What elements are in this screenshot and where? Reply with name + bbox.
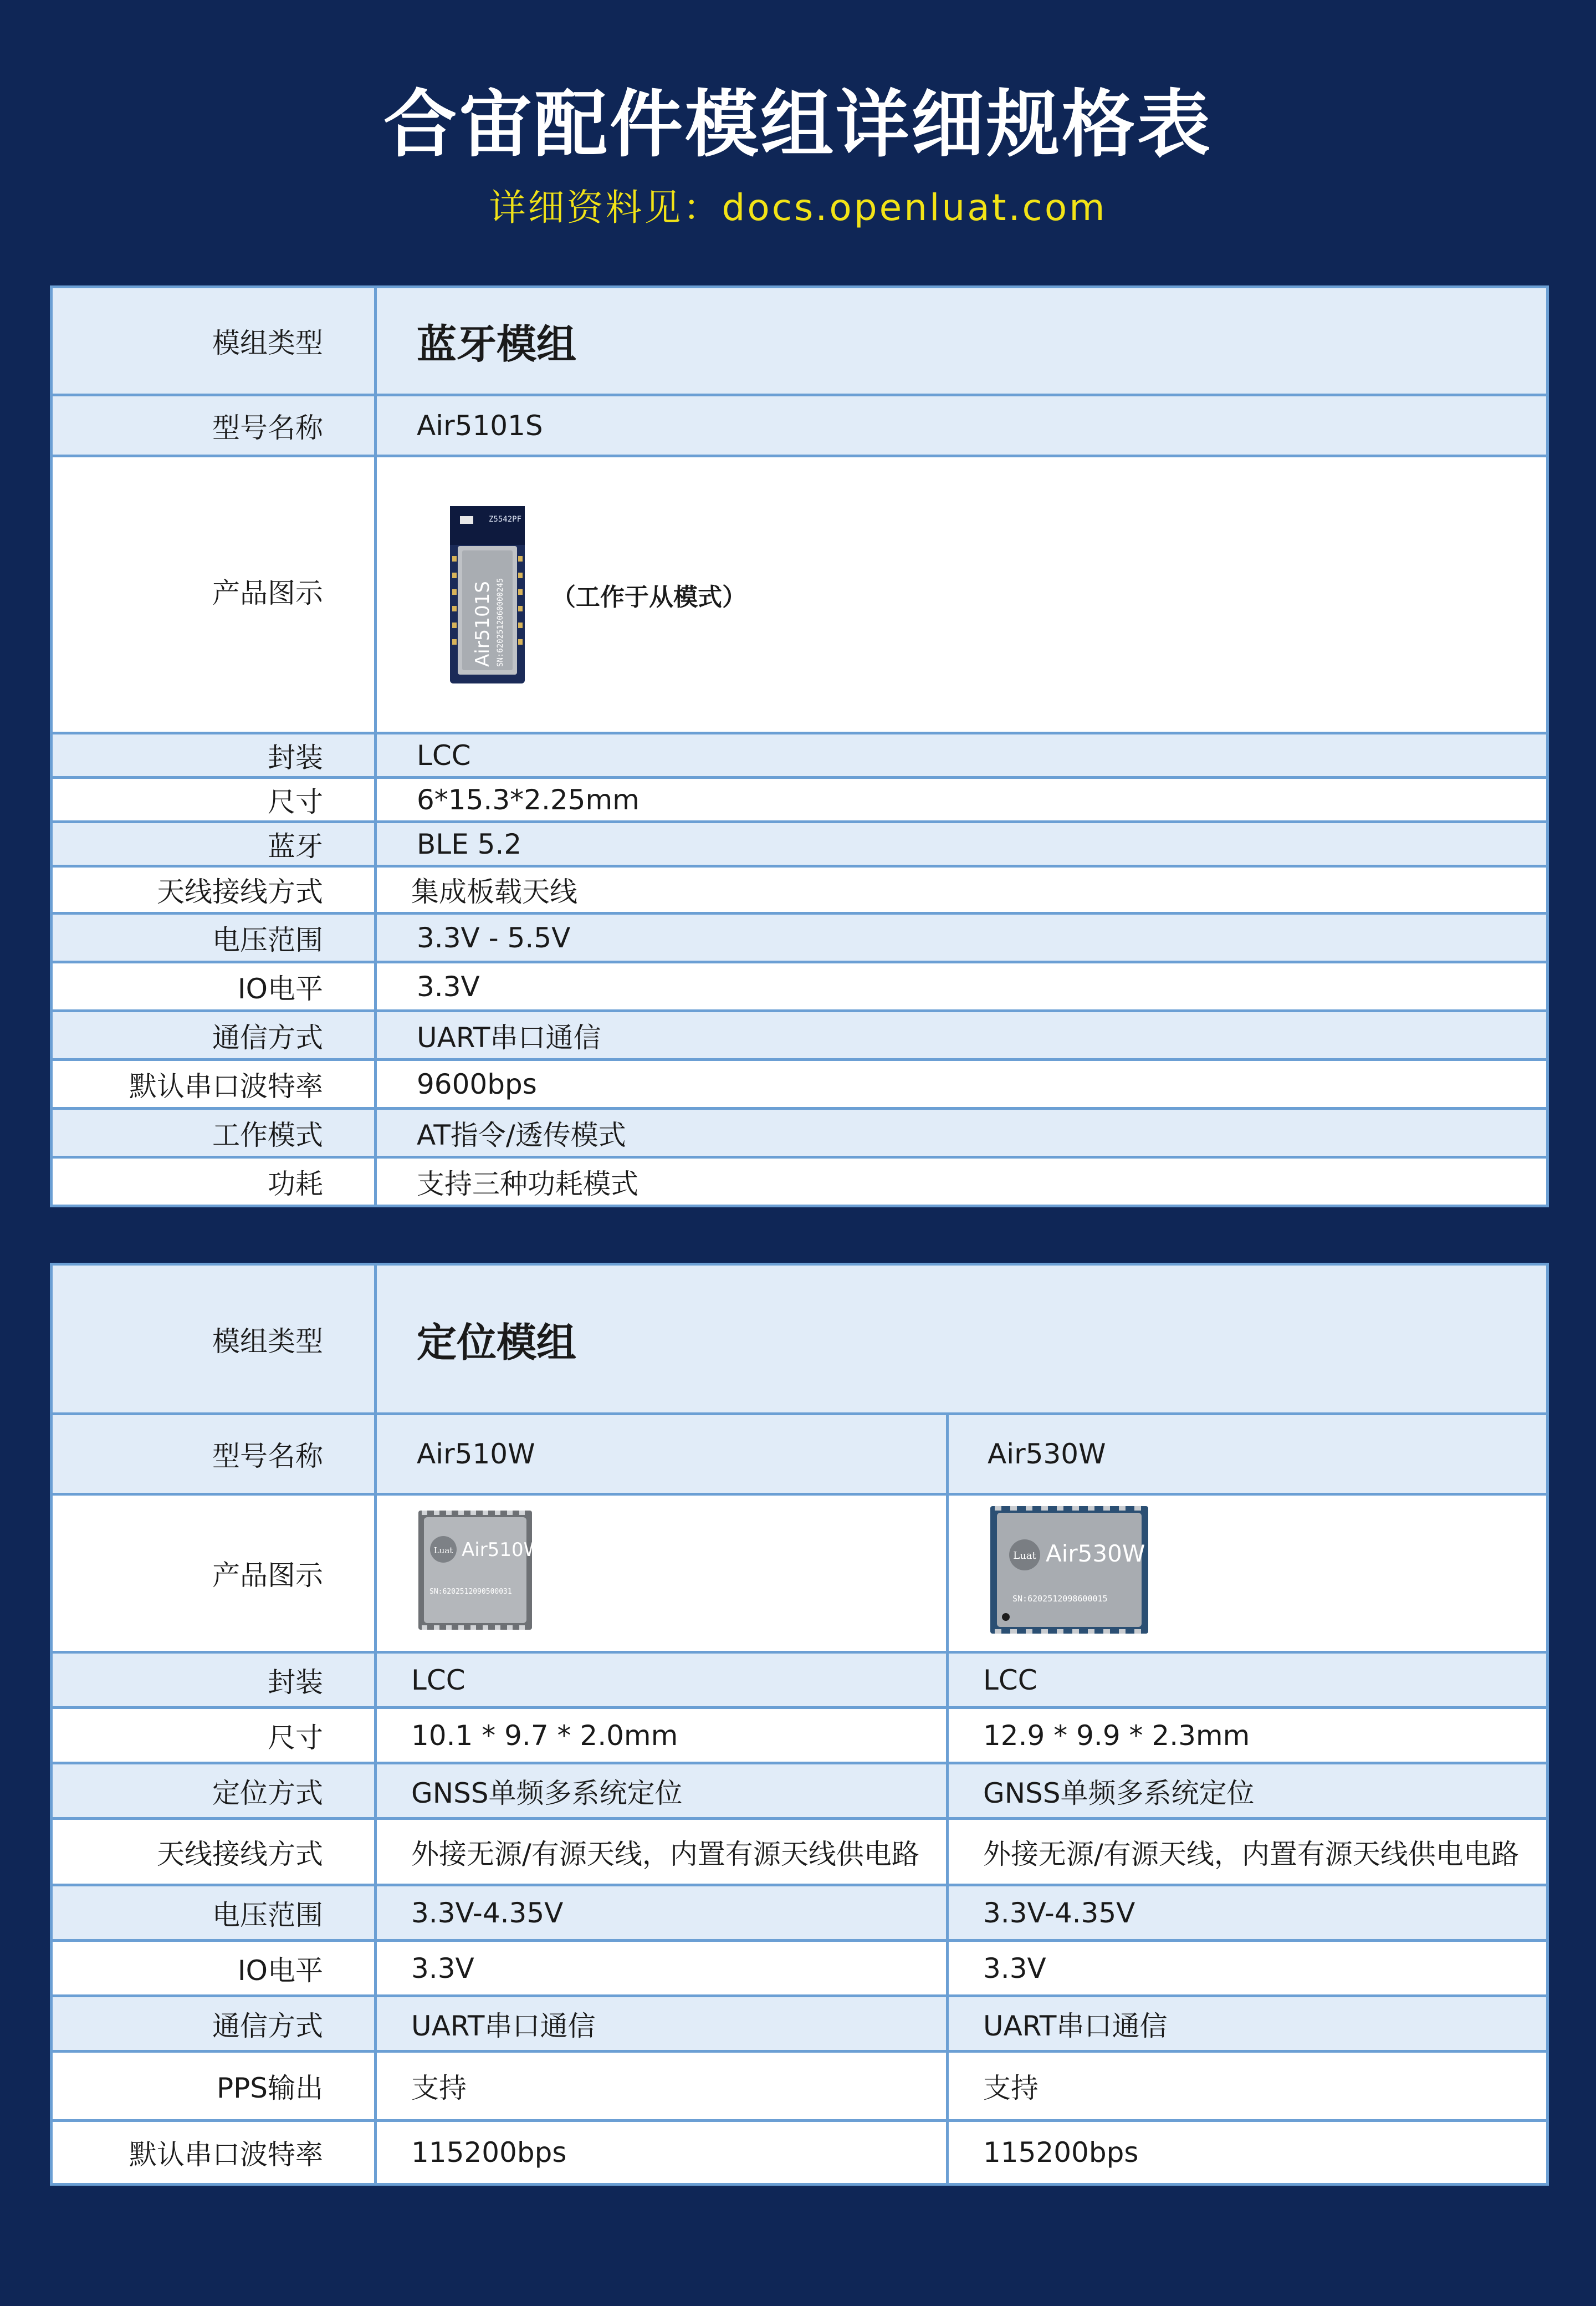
row-value: 3.3V - 5.5V [376, 914, 1548, 962]
table-row [52, 1819, 1548, 1885]
table-row [52, 2052, 1548, 2121]
row-label: IO电平 [52, 962, 376, 1011]
row-value-a: 3.3V-4.35V [376, 1885, 948, 1941]
product-image-cell [376, 1494, 948, 1652]
row-value-b: UART串口通信 [948, 1996, 1548, 2052]
table-row [52, 456, 1548, 733]
chip-model-text: Air530W [1046, 1540, 1145, 1567]
chip-sn-text: SN:6202512060000245 [496, 578, 505, 667]
row-value-a: 支持 [376, 2052, 948, 2121]
row-label: 定位方式 [52, 1763, 376, 1819]
chip-model-text: Air510W [462, 1538, 543, 1561]
chip-sn-text: SN:6202512098600015 [1012, 1594, 1108, 1604]
row-value-b: 3.3V-4.35V [948, 1885, 1548, 1941]
row-value: UART串口通信 [376, 1011, 1548, 1060]
row-label: 蓝牙 [52, 822, 376, 866]
table-row [52, 866, 1548, 914]
chip-sn-text: SN:6202512090500031 [429, 1587, 512, 1596]
row-label: 产品图示 [52, 1494, 376, 1652]
table-row [52, 1011, 1548, 1060]
model-name-value: Air530W [948, 1414, 1548, 1494]
chip-top-text: Z5542PF [489, 514, 522, 524]
row-label: 尺寸 [52, 778, 376, 822]
air510w-module-image [418, 1511, 543, 1630]
row-label: 尺寸 [52, 1708, 376, 1763]
row-value-b: 外接无源/有源天线，内置有源天线供电电路 [948, 1819, 1548, 1885]
table-row [52, 1109, 1548, 1157]
row-value: AT指令/透传模式 [376, 1109, 1548, 1157]
row-value-a: 115200bps [376, 2121, 948, 2185]
row-label: 型号名称 [52, 395, 376, 456]
row-label: IO电平 [52, 1941, 376, 1996]
row-value: 支持三种功耗模式 [376, 1157, 1548, 1206]
row-label: 天线接线方式 [52, 866, 376, 914]
module-type-value: 定位模组 [376, 1264, 1548, 1414]
image-caption: （工作于从模式） [551, 583, 746, 611]
table-row [52, 1996, 1548, 2052]
table-row [52, 1060, 1548, 1109]
row-label: 默认串口波特率 [52, 2121, 376, 2185]
model-name-value: Air510W [376, 1414, 948, 1494]
row-label: 工作模式 [52, 1109, 376, 1157]
table-row [52, 1885, 1548, 1941]
gnss-spec-table [50, 1263, 1549, 2186]
module-type-value: 蓝牙模组 [376, 287, 1548, 395]
row-label: 产品图示 [52, 456, 376, 733]
row-value-b: 3.3V [948, 1941, 1548, 1996]
product-image-cell [376, 456, 1548, 733]
table-row [52, 1763, 1548, 1819]
table-row [52, 395, 1548, 456]
chip-model-text: Air5101S [472, 580, 494, 667]
table-row [52, 822, 1548, 866]
row-label: 封装 [52, 733, 376, 778]
row-value: LCC [376, 733, 1548, 778]
row-value: BLE 5.2 [376, 822, 1548, 866]
row-value-a: LCC [376, 1652, 948, 1708]
row-label: PPS输出 [52, 2052, 376, 2121]
air5101s-module-image [450, 506, 525, 683]
row-label: 天线接线方式 [52, 1819, 376, 1885]
page-title: 合宙配件模组详细规格表 [383, 82, 1213, 167]
table-row [52, 2121, 1548, 2185]
row-label: 通信方式 [52, 1996, 376, 2052]
row-label: 封装 [52, 1652, 376, 1708]
row-label: 模组类型 [52, 287, 376, 395]
row-value: 6*15.3*2.25mm [376, 778, 1548, 822]
table-row [52, 1652, 1548, 1708]
table-row [52, 733, 1548, 778]
row-value-a: 10.1 * 9.7 * 2.0mm [376, 1708, 948, 1763]
row-label: 型号名称 [52, 1414, 376, 1494]
row-label: 电压范围 [52, 914, 376, 962]
table-row [52, 1708, 1548, 1763]
table-row [52, 778, 1548, 822]
row-value-b: 支持 [948, 2052, 1548, 2121]
row-value: 3.3V [376, 962, 1548, 1011]
row-label: 功耗 [52, 1157, 376, 1206]
row-value-a: UART串口通信 [376, 1996, 948, 2052]
air530w-module-image [990, 1506, 1148, 1634]
table-row [52, 1494, 1548, 1652]
row-label: 模组类型 [52, 1264, 376, 1414]
table-row [52, 1941, 1548, 1996]
table-row [52, 1157, 1548, 1206]
row-value-b: 115200bps [948, 2121, 1548, 2185]
row-value-a: GNSS单频多系统定位 [376, 1763, 948, 1819]
luat-logo-text: Luat [1013, 1550, 1036, 1562]
table-row [52, 1414, 1548, 1494]
table-row [52, 914, 1548, 962]
row-value-b: LCC [948, 1652, 1548, 1708]
table-row [52, 962, 1548, 1011]
product-image-cell [948, 1494, 1548, 1652]
model-name-value: Air5101S [376, 395, 1548, 456]
docs-link[interactable]: 详细资料见：docs.openluat.com [489, 186, 1107, 229]
row-label: 电压范围 [52, 1885, 376, 1941]
row-value-b: GNSS单频多系统定位 [948, 1763, 1548, 1819]
table-row [52, 287, 1548, 395]
row-value-b: 12.9 * 9.9 * 2.3mm [948, 1708, 1548, 1763]
table-row [52, 1264, 1548, 1414]
bluetooth-spec-table [50, 285, 1549, 1207]
row-value: 9600bps [376, 1060, 1548, 1109]
row-label: 默认串口波特率 [52, 1060, 376, 1109]
row-value-a: 外接无源/有源天线，内置有源天线供电路 [376, 1819, 948, 1885]
row-label: 通信方式 [52, 1011, 376, 1060]
luat-logo-text: Luat [433, 1545, 453, 1555]
row-value-a: 3.3V [376, 1941, 948, 1996]
row-value: 集成板载天线 [376, 866, 1548, 914]
